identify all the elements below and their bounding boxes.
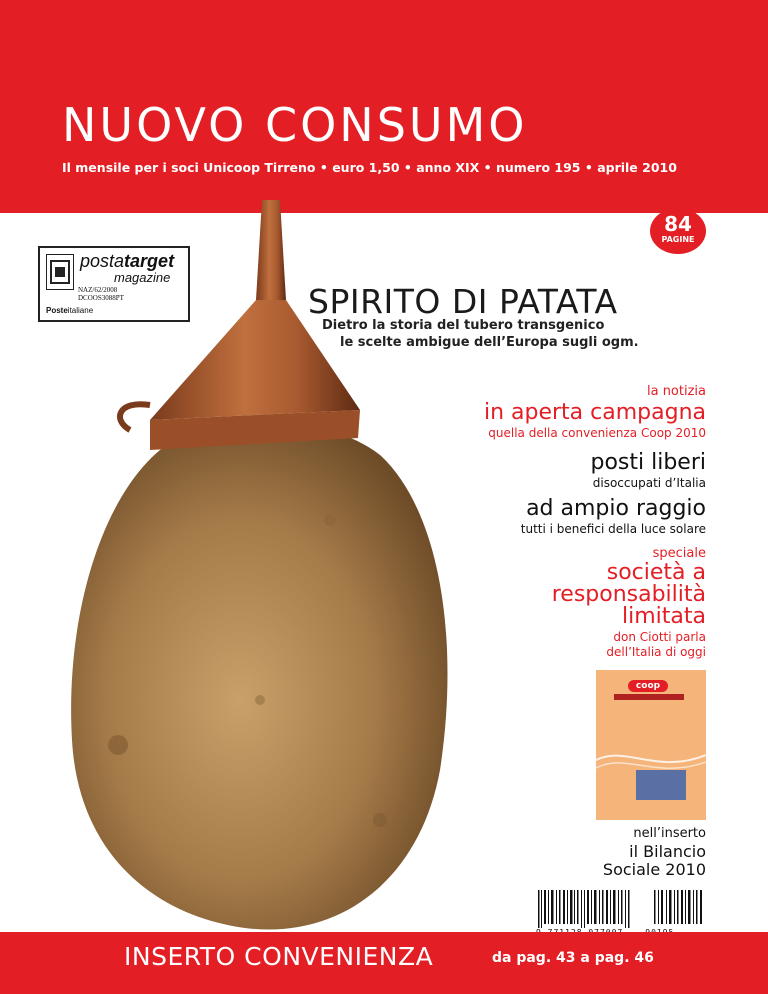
insert-promo-line1: nell’inserto	[633, 826, 706, 841]
potato-shape	[71, 422, 447, 929]
notizia-kicker: la notizia	[646, 384, 706, 399]
notizia-subtitle: quella della convenienza Coop 2010	[488, 426, 706, 440]
speciale-kicker: speciale	[652, 546, 706, 561]
issue-info: Il mensile per i soci Unicoop Tirreno • euro 1,50 • anno XIX • numero 195 • aprile 2010	[62, 160, 677, 175]
footer-title: INSERTO CONVENIENZA	[124, 942, 434, 971]
insert-promo-line2: il Bilancio	[629, 842, 706, 861]
footer-pages: da pag. 43 a pag. 46	[492, 950, 654, 966]
cover-deck-line1: Dietro la storia del tubero transgenico	[322, 318, 605, 333]
postage-codes: NAZ/62/2008 DCOOS3088PT	[78, 286, 124, 302]
bilancio-report-cover	[596, 670, 706, 820]
footer-band	[0, 932, 768, 994]
postage-product: magazine	[114, 270, 171, 285]
posti-title: posti liberi	[590, 450, 706, 475]
report-band	[614, 694, 684, 700]
raggio-title: ad ampio raggio	[526, 496, 706, 521]
postage-brand: postatarget	[80, 251, 175, 271]
insert-promo-line3: Sociale 2010	[602, 860, 706, 879]
postage-issuer: Posteitaliane	[46, 306, 94, 315]
page-count-badge	[650, 208, 706, 254]
cover-deck-line2: le scelte ambigue dell’Europa sugli ogm.	[340, 335, 639, 350]
barcode-bars	[536, 890, 708, 928]
notizia-title: in aperta campagna	[483, 400, 706, 425]
report-photo	[636, 770, 686, 800]
postage-logo-icon	[46, 254, 74, 290]
page-count-label: PAGINE	[661, 235, 695, 244]
magazine-title: NUOVO CONSUMO	[62, 98, 528, 152]
barcode	[536, 890, 708, 938]
raggio-subtitle: tutti i benefici della luce solare	[520, 522, 706, 536]
speciale-title: società a responsabilità limitata	[551, 560, 706, 629]
posti-subtitle: disoccupati d’Italia	[592, 476, 706, 490]
cover-headline: SPIRITO DI PATATA	[308, 282, 618, 321]
speciale-subtitle: don Ciotti parla dell’Italia di oggi	[606, 630, 706, 659]
postage-stamp	[38, 246, 190, 322]
coop-logo: coop	[628, 680, 668, 692]
page-count: 84	[664, 212, 692, 236]
